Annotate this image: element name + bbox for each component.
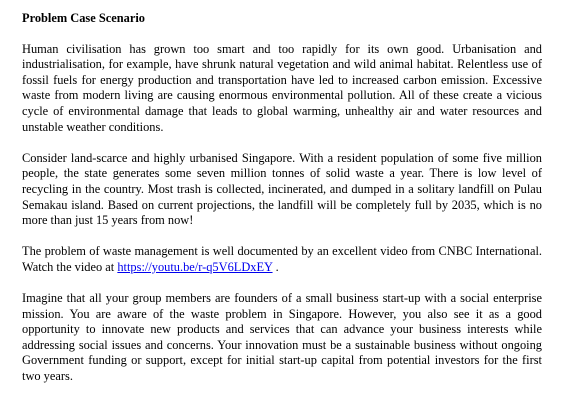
document-page — [22, 11, 542, 385]
video-text-after: . — [272, 259, 279, 274]
paragraph-closing: Imagine that all your group members are founders of a small business start-up with a social enterprise mission. You are aware of the waste problem in Singapore. However, you also see it as a good opportunity to innovate new products and services that can advance your business interests while addressing social issues and concerns. Your innovation must be a sustainable business without ongoing Government funding or support, except for initial start-up capital from potential investors for the first two years. — [22, 291, 542, 384]
section-heading: Problem Case Scenario — [22, 11, 145, 25]
paragraph-singapore: Consider land-scarce and highly urbanised Singapore. With a resident population of some five million people, the state generates some seven million tonnes of solid waste a year. There is low level of recycling in the country. Most trash is collected, incinerated, and dumped in a solitary landfill on Pulau Semakau island. Based on current projections, the landfill will be completely full by 2035, which is no more than just 15 years from now! — [22, 150, 542, 228]
video-text-before: The problem of waste management is well documented by an excellent video from CNBC International. Watch the video at — [22, 244, 542, 274]
paragraph-context: Human civilisation has grown too smart and too rapidly for its own good. Urbanisation and industrialisation, for example, have shrunk natural vegetation and wild animal habitat. Relentless use of fossil fuels for energy production and transportation have led to increased carbon emission. Excessive waste from modern living are causing enormous environmental pollution. All of these create a vicious cycle of environmental damage that leads to global warming, unhealthy air and water resources and unstable weather conditions. — [22, 41, 542, 134]
video-link[interactable]: https://youtu.be/r-q5V6LDxEY — [117, 259, 273, 274]
paragraph-video — [22, 244, 542, 275]
